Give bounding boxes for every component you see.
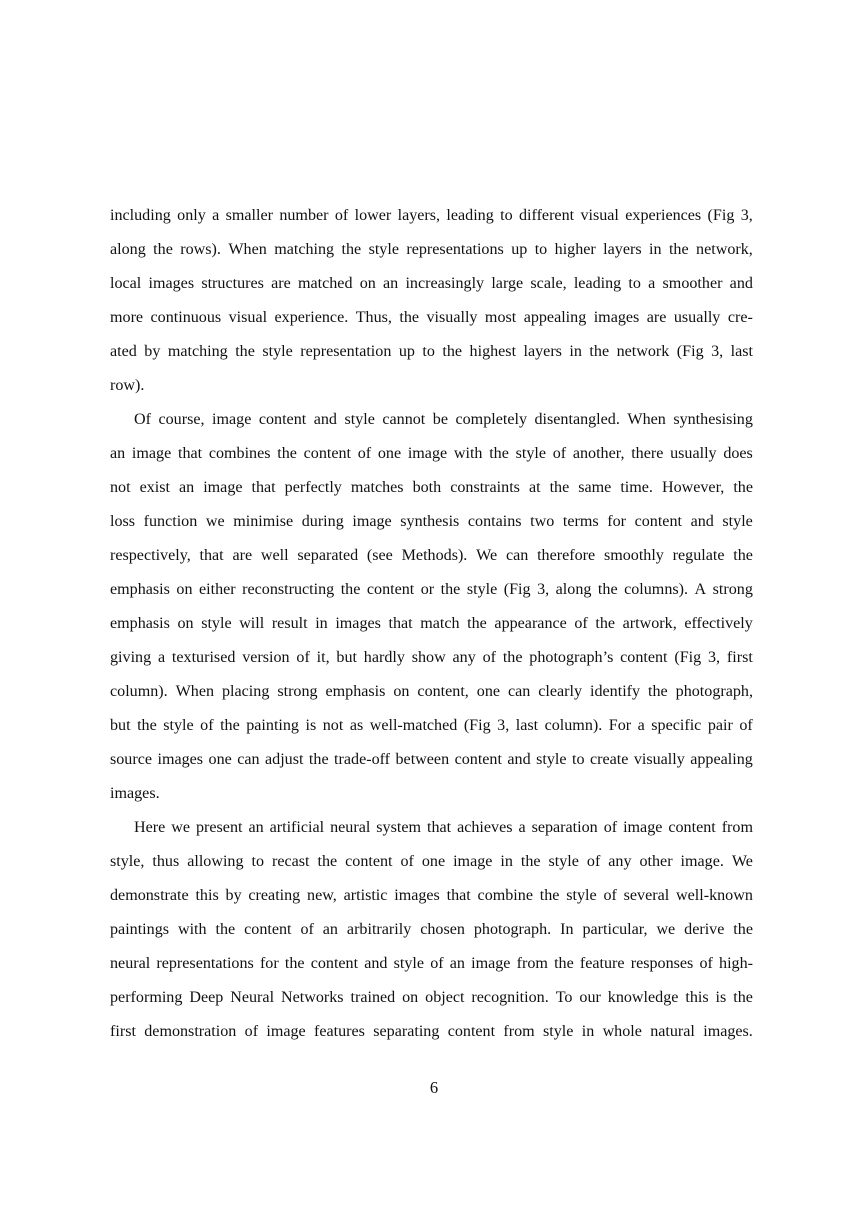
text-line: first demonstration of image features separating content from style in whole natural images. [110, 1023, 753, 1040]
text-line: not exist an image that perfectly matches both constraints at the same time. However, the [110, 479, 753, 496]
page-number: 6 [429, 1078, 439, 1097]
text-line: emphasis on style will result in images that match the appearance of the artwork, effectively [110, 615, 753, 632]
page-body [110, 202, 753, 1052]
text-line: including only a smaller number of lower layers, leading to different visual experiences (Fig 3, [110, 207, 753, 224]
text-line: style, thus allowing to recast the content of one image in the style of any other image. We [110, 853, 753, 870]
text-line: local images structures are matched on an increasingly large scale, leading to a smoother and [110, 275, 753, 292]
text-line: demonstrate this by creating new, artistic images that combine the style of several well-known [110, 887, 753, 904]
text-line: paintings with the content of an arbitrarily chosen photograph. In particular, we derive the [110, 921, 753, 938]
text-line: an image that combines the content of one image with the style of another, there usually does [110, 445, 753, 462]
text-line: performing Deep Neural Networks trained on object recognition. To our knowledge this is the [110, 989, 753, 1006]
text-line: loss function we minimise during image synthesis contains two terms for content and style [110, 513, 753, 530]
paragraph [110, 202, 753, 406]
text-line: more continuous visual experience. Thus, the visually most appealing images are usually cre- [110, 309, 753, 326]
text-line: Of course, image content and style cannot be completely disentangled. When synthesising [134, 411, 753, 428]
text-line: respectively, that are well separated (see Methods). We can therefore smoothly regulate the [110, 547, 753, 564]
paragraph [110, 406, 753, 814]
text-line: along the rows). When matching the style representations up to higher layers in the network, [110, 241, 753, 258]
text-line: column). When placing strong emphasis on content, one can clearly identify the photograph, [110, 683, 753, 700]
text-line: emphasis on either reconstructing the content or the style (Fig 3, along the columns). A strong [110, 581, 753, 598]
text-line: ated by matching the style representation up to the highest layers in the network (Fig 3, last [110, 343, 753, 360]
text-line: row). [110, 377, 145, 394]
text-line: but the style of the painting is not as well-matched (Fig 3, last column). For a specific pair of [110, 717, 753, 734]
text-line: giving a texturised version of it, but hardly show any of the photograph’s content (Fig 3, first [110, 649, 753, 666]
text-line: Here we present an artificial neural system that achieves a separation of image content from [134, 819, 753, 836]
text-line: source images one can adjust the trade-off between content and style to create visually appealing [110, 751, 753, 768]
text-line: images. [110, 785, 160, 802]
text-line: neural representations for the content and style of an image from the feature responses of high- [110, 955, 753, 972]
paragraph [110, 814, 753, 1052]
